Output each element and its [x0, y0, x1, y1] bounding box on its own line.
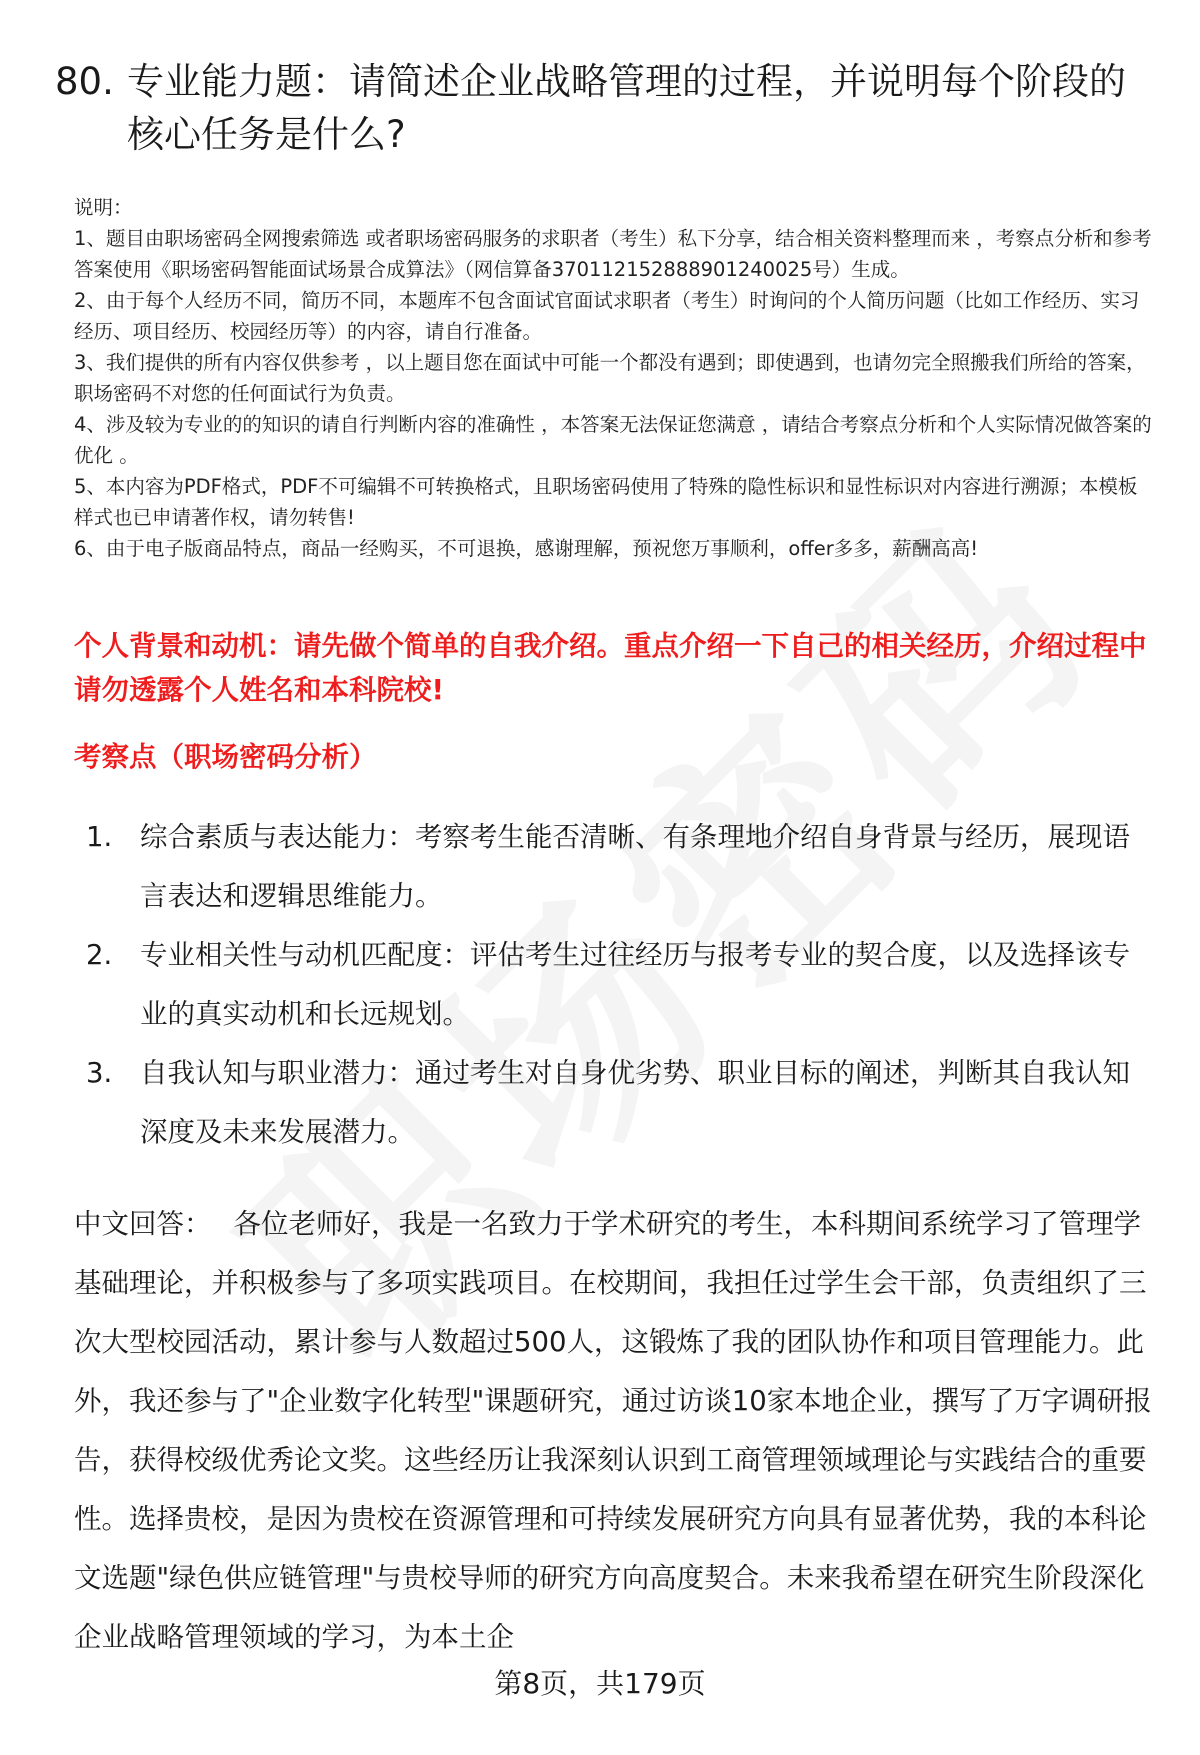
point-text: 综合素质与表达能力：考察考生能否清晰、有条理地介绍自身背景与经历，展现语言表达和逻辑思维能力。 — [140, 821, 1130, 912]
notes-block — [74, 192, 1154, 564]
note-item: 2、由于每个人经历不同，简历不同，本题库不包含面试官面试求职者（考生）时询问的个人简历问题（比如工作经历、实习经历、项目经历、校园经历等）的内容，请自行准备。 — [74, 289, 1140, 343]
note-item: 6、由于电子版商品特点，商品一经购买，不可退换，感谢理解，预祝您万事顺利，offer多多，薪酬高高! — [74, 537, 979, 560]
question-title — [55, 55, 1155, 161]
point-number: 2. — [86, 939, 113, 971]
page-footer: 第8页，共179页 — [494, 1667, 706, 1700]
point-text: 专业相关性与动机匹配度：评估考生过往经历与报考专业的契合度，以及选择该专业的真实动机和长远规划。 — [140, 939, 1130, 1030]
analysis-point — [74, 808, 1154, 926]
point-text: 自我认知与职业潜力：通过考生对自身优劣势、职业目标的阐述，判断其自我认知深度及未来发展潜力。 — [140, 1057, 1130, 1148]
note-item: 1、题目由职场密码全网搜索筛选 或者职场密码服务的求职者（考生）私下分享，结合相关资料整理而来 ，考察点分析和参考答案使用《职场密码智能面试场景合成算法》（网信算备370112152888901240025号）生成。 — [74, 227, 1152, 281]
analysis-points — [74, 808, 1154, 1162]
note-item: 3、我们提供的所有内容仅供参考 ，以上题目您在面试中可能一个都没有遇到；即使遇到，也请勿完全照搬我们所给的答案，职场密码不对您的任何面试行为负责。 — [74, 351, 1146, 405]
background-heading: 个人背景和动机：请先做个简单的自我介绍。重点介绍一下自己的相关经历，介绍过程中请勿透露个人姓名和本科院校! — [74, 630, 1147, 706]
answer-paragraph — [74, 1195, 1154, 1667]
answer-label: 中文回答： — [74, 1208, 212, 1240]
question-text: 专业能力题：请简述企业战略管理的过程，并说明每个阶段的核心任务是什么? — [127, 60, 1126, 156]
analysis-point — [74, 1044, 1154, 1162]
answer-text: 各位老师好，我是一名致力于学术研究的考生，本科期间系统学习了管理学基础理论，并积极参与了多项实践项目。在校期间，我担任过学生会干部，负责组织了三次大型校园活动，累计参与人数超过500人，这锻炼了我的团队协作和项目管理能力。此外，我还参与了"企业数字化转型"课题研究，通过访谈10家本地企业，撰写了万字调研报告，获得校级优秀论文奖。这些经历让我深刻认识到工商管理领域理论与实践结合的重要性。选择贵校，是因为贵校在资源管理和可持续发展研究方向具有显著优势，我的本科论文选题"绿色供应链管理"与贵校导师的研究方向高度契合。未来我希望在研究生阶段深化企业战略管理领域的学习，为本土企 — [74, 1208, 1152, 1653]
analysis-heading: 考察点（职场密码分析） — [74, 741, 377, 773]
note-item: 5、本内容为PDF格式，PDF不可编辑不可转换格式，且职场密码使用了特殊的隐性标识和显性标识对内容进行溯源；本模板样式也已申请著作权，请勿转售! — [74, 475, 1138, 529]
question-number: 80. — [55, 60, 114, 103]
note-item: 4、涉及较为专业的的知识的请自行判断内容的准确性 ，本答案无法保证您满意 ，请结合考察点分析和个人实际情况做答案的优化 。 — [74, 413, 1152, 467]
point-number: 3. — [86, 1057, 113, 1089]
point-number: 1. — [86, 821, 113, 853]
notes-heading: 说明： — [74, 196, 133, 219]
analysis-point — [74, 926, 1154, 1044]
